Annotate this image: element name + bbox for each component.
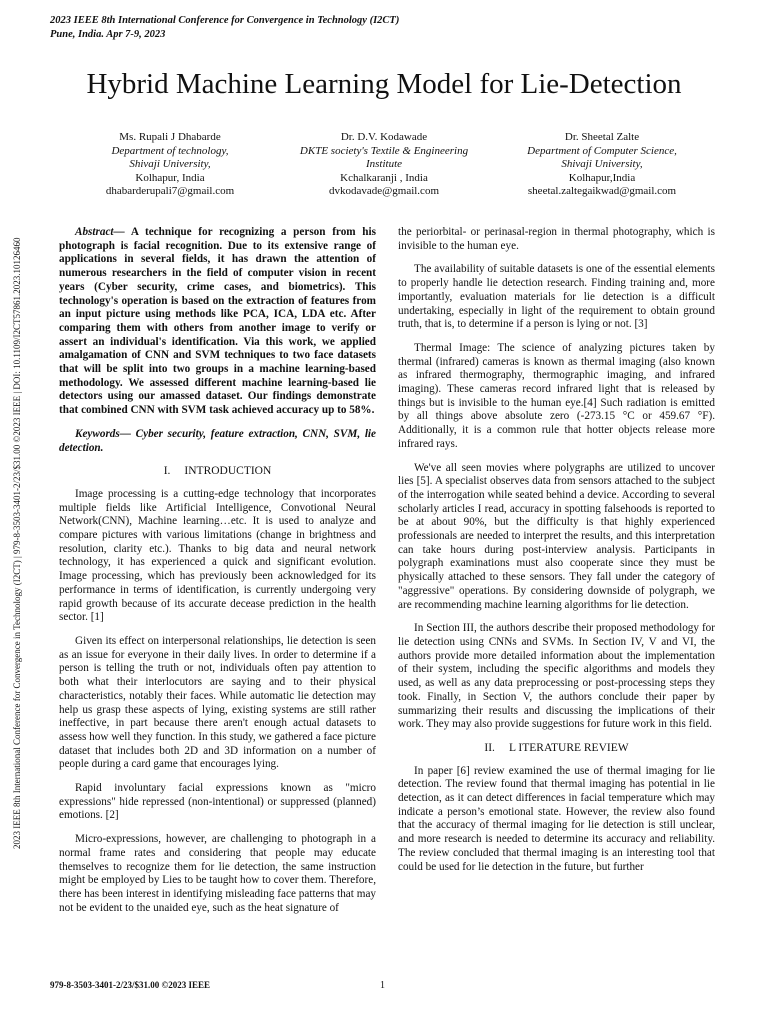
section-number: II. [484,741,495,754]
body-paragraph: Micro-expressions, however, are challenging to photograph in a normal frame rates and considering that people may educate themselves to recognize them for lie detection, the same instruction might be employed by Lies to be taught how to cover them. Therefore, there has been interest in identifying misleading face patterns that may not be evident to the unaided eye, such as the heat signature of [59,833,376,914]
section-number: I. [163,465,171,478]
body-paragraph: Rapid involuntary facial expressions known as "micro expressions" hide repressed (non-intentional) or suppressed (planned) emotions. [2] [59,782,376,822]
body-paragraph: In paper [6] review examined the use of thermal imaging for lie detection. The review found that thermal imaging has potential in lie detection, as it can detect differences in facial temperature which may indicate a person’s emotional state. However, the review also found that the accuracy of thermal imaging for lie detection is still unclear, and more research is needed to determine its accuracy and reliability. The review concluded that thermal imaging is an interesting tool that could be used for lie detection in the future, but further [398,764,715,873]
author-name: Ms. Rupali J Dhabarde [119,131,221,143]
body-paragraph: Image processing is a cutting-edge technology that incorporates multiple fields like Artificial Intelligence, Convotional Neural Network(CNN), Machine learning…etc. It is used to analyze and compare pictures with various limitations (change in brightness and resolution, clarity etc.). Thanks to big data and neural network technology, it has experienced a quick and significant evolution. Image processing, which has previously been acknowledged for its performance in terms of identification, is currently undergoing very rapid growth because of its accurate decease prediction in the health sector. [1] [59,487,376,624]
body-paragraph: In Section III, the authors describe their proposed methodology for lie detection using CNNs and SVMs. In Section IV, V and VI, the authors provide more detailed information about the implementation of their system, including the specific algorithms and models they used, as well as any data preprocessing or post-processing steps they took. Finally, in Section V, the authors conclude their paper by summarizing their results and discussing the implications of their work. They may also provide suggestions for future work in this field. [398,622,715,731]
author-city: Kolhapur,India [568,171,636,184]
author-email: sheetal.zaltegaikwad@gmail.com [527,185,677,197]
section-heading-literature-review [398,742,715,756]
abstract-label: Abstract— [75,226,125,238]
doi-sidebar-text: 2023 IEEE 8th International Conference for Convergence in Technology (I2CT) | 979-8-3503-3401-2/23/$31.00 ©2023 IEEE | DOI: 10.1109/I2CT57861.2023.10126460 [12,237,22,849]
abstract [59,226,376,418]
conference-name: 2023 IEEE 8th International Conference for Convergence in Technology (I2CT) [50,15,400,26]
author-block-1 [60,131,280,199]
body-paragraph: We've all seen movies where polygraphs are utilized to uncover lies [5]. A specialist observes data from sensors attached to the subject of the interrogation while seated behind a device. According to several scholarly articles I read, accuracy in spotting falsehoods is reported to be at about 90%, but the difficulty is that highly experienced professionals are needed to interpret the results, and this interpretation can take hours during post-interview analysis. Participants in polygraph examinations must also cooperate since they must be physically attached to these sensors. They fall under the category of "aggressive" operations. By considering downside of polygraph, we are recommending machine learning algorithms for lie detection. [398,461,715,611]
footer-isbn: 979-8-3503-3401-2/23/$31.00 ©2023 IEEE [50,980,210,990]
author-dept-2: Shivaji University, [129,158,211,170]
section-heading-introduction [59,465,376,479]
page-number: 1 [380,980,385,991]
author-dept: DKTE society's Textile & Engineering [299,144,469,157]
author-block-2 [274,131,494,199]
author-dept-2: Shivaji University, [561,158,643,170]
conference-header [50,14,399,42]
left-column [59,226,376,925]
author-email: dvkodavade@gmail.com [328,185,440,197]
author-dept: Department of technology, [111,144,229,157]
body-paragraph: Given its effect on interpersonal relationships, lie detection is seen as an issue for everyone in their daily lives. In order to determine if a person is telling the truth or not, individuals often pay attention to both what their interlocutors are saying and to their physical characteristics, notably their faces. While automatic lie detection may help us grasp these aspects of lying, existing systems are still rather ineffective, in part because there aren't enough actual datasets to assess how well they function. In this study, we gathered a face picture dataset that includes both 2D and 3D information on a number of people during a card game that encourages lying. [59,634,376,771]
author-name: Dr. Sheetal Zalte [564,131,640,143]
right-column [398,226,715,884]
author-block-3 [492,131,712,199]
author-dept-2: Institute [365,158,403,170]
body-paragraph: Thermal Image: The science of analyzing pictures taken by thermal (infrared) cameras is known as thermal imaging (also known as infrared thermography, thermographic imaging, and infrared imaging). These cameras record infrared light that is released by things but is invisible to the human eye.[4] Such radiation is emitted by all things above absolute zero (-273.15 °C or 459.67 °F). Additionally, it is a common rule that hotter objects release more infrared rays. [398,341,715,450]
abstract-text: A technique for recognizing a person from his photograph is facial recognition. Due to its extensive range of applications in several fields, it has drawn the attention of numerous researchers in the field of computer vision in recent years (Cyber security, crime cases, and biometrics). This technology's operation is based on the extraction of features from an input picture using methods like PCA, ICA, LDA etc. After comparing them with others from another image to verify or assert an individual's identification. Via this work, we applied amalgamation of CNN and SVM techniques to two face datasets that will be split into two groups in a machine learning-based methodology. We assessed different machine learning-based lie detectors using our amassed dataset. Our findings demonstrate that combined CNN with SVM task achieved accuracy up to 58%. [59,226,376,417]
paper-title: Hybrid Machine Learning Model for Lie-Detection [86,68,682,100]
author-city: Kolhapur, India [135,171,205,184]
conference-location: Pune, India. Apr 7-9, 2023 [50,29,166,40]
author-name: Dr. D.V. Kodawade [340,131,428,143]
body-paragraph: The availability of suitable datasets is one of the essential elements to properly handle lie detection research. Finding training and, more importantly, evaluation materials for lie detection is a difficult undertaking, especially in light of the requirement to obtain ground truth, that is, to determine if a person is lying or not. [3] [398,263,715,331]
keywords: Keywords— Cyber security, feature extraction, CNN, SVM, lie detection. [59,427,376,454]
author-email: dhabarderupali7@gmail.com [105,185,235,197]
body-paragraph-continued: the periorbital- or perinasal-region in thermal photography, which is invisible to the human eye. [398,226,715,252]
author-dept: Department of Computer Science, [527,144,677,157]
author-city: Kchalkaranji , India [340,171,428,184]
section-title: L ITERATURE REVIEW [508,741,629,754]
section-title: INTRODUCTION [184,465,272,478]
